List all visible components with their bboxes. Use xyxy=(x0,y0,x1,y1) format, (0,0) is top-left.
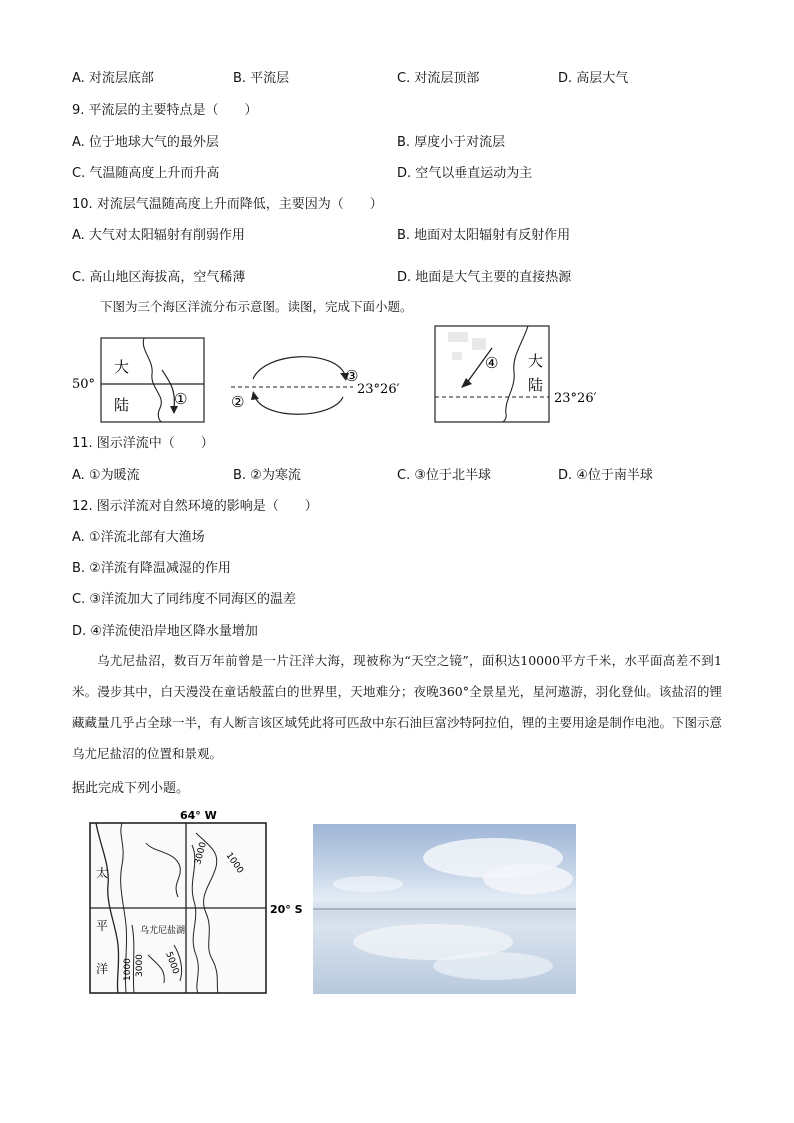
current-figure-2 xyxy=(225,345,415,420)
current-figure-3 xyxy=(430,322,630,427)
uyuni-passage: 乌尤尼盐沼，数百万年前曾是一片汪洋大海，现被称为“天空之镜”，面积达10000平方千米，水平面高差不到1米。漫步其中，白天漫没在童话般蓝白的世界里，天地难分；夜晚360°全景星光，星河遨游，羽化登仙。该盐沼的锂藏藏量几乎占全球一半，有人断言该区域凭此将可匹敌中东石油巨富沙特阿拉伯，锂的主要用途是制作电池。下图示意乌尤尼盐沼的位置和景观。 xyxy=(72,653,723,761)
map-contour-label-1000-east: 1000 xyxy=(223,850,245,876)
q10-option-a: A. 大气对太阳辐射有削弱作用 xyxy=(72,228,245,243)
currents-intro: 下图为三个海区洋流分布示意图。读图，完成下面小题。 xyxy=(100,299,413,314)
q10-stem: 10. 对流层气温随高度上升而降低，主要因为（ ） xyxy=(72,197,383,212)
q9-option-c: C. 气温随高度上升而升高 xyxy=(72,166,220,181)
q10-option-c: C. 高山地区海拔高，空气稀薄 xyxy=(72,270,246,285)
map-contour-label-1000-west: 1000 xyxy=(123,958,133,981)
map-ocean-label-1: 太 xyxy=(96,866,109,880)
q11-option-b: B. ②为寒流 xyxy=(233,468,301,483)
q11-stem: 11. 图示洋流中（ ） xyxy=(72,436,214,451)
q8-option-b: B. 平流层 xyxy=(233,71,290,86)
fig2-lower-arc xyxy=(255,397,343,414)
fig2-latitude-label: 23°26′ xyxy=(357,382,400,397)
fig1-coastline xyxy=(143,338,162,422)
q12-option-b: B. ②洋流有降温减湿的作用 xyxy=(72,561,231,576)
fig2-number-right: ③ xyxy=(345,367,359,385)
q10-option-d: D. 地面是大气主要的直接热源 xyxy=(397,270,572,285)
fig1-land-2: 陆 xyxy=(114,396,130,414)
q11-option-d: D. ④位于南半球 xyxy=(558,468,653,483)
q9-option-a: A. 位于地球大气的最外层 xyxy=(72,135,219,150)
fig3-land-1: 大 xyxy=(528,352,544,370)
fig3-coastline xyxy=(502,326,528,422)
instruction: 据此完成下列小题。 xyxy=(72,781,190,796)
fig3-watermark xyxy=(448,332,486,360)
map-ocean-label-3: 洋 xyxy=(96,962,109,976)
map-contour-label-3000-east: 3000 xyxy=(193,841,209,866)
uyuni-landscape-photo xyxy=(313,824,576,994)
fig3-latitude-label: 23°26′ xyxy=(554,391,597,406)
map-lake-label: 乌尤尼盐湖 xyxy=(140,926,186,936)
fig1-current-arrow xyxy=(162,370,174,408)
fig3-arrow-head xyxy=(461,378,472,388)
q12-option-d: D. ④洋流使沿岸地区降水量增加 xyxy=(72,624,258,639)
fig1-latitude-label: 50° xyxy=(72,377,96,392)
map-contour-label-5000: 5000 xyxy=(163,950,181,976)
q12-option-a: A. ①洋流北部有大渔场 xyxy=(72,530,205,545)
q9-stem: 9. 平流层的主要特点是（ ） xyxy=(72,103,258,118)
fig3-land-2: 陆 xyxy=(528,376,544,394)
q11-option-a: A. ①为暖流 xyxy=(72,468,140,483)
map-longitude-label: 64° W xyxy=(180,809,217,822)
q8-option-d: D. 高层大气 xyxy=(558,71,629,86)
current-figure-1 xyxy=(70,330,210,430)
map-latitude-label: 20° S xyxy=(270,903,303,916)
q12-stem: 12. 图示洋流对自然环境的影响是（ ） xyxy=(72,499,318,514)
fig2-upper-arc xyxy=(253,357,345,379)
uyuni-location-map xyxy=(88,805,308,997)
q12-option-c: C. ③洋流加大了同纬度不同海区的温差 xyxy=(72,592,296,607)
q8-option-a: A. 对流层底部 xyxy=(72,71,154,86)
q9-option-b: B. 厚度小于对流层 xyxy=(397,135,506,150)
q8-option-c: C. 对流层顶部 xyxy=(397,71,480,86)
fig1-land-1: 大 xyxy=(114,358,130,376)
map-ocean-label-2: 平 xyxy=(96,919,109,933)
fig3-current-number: ④ xyxy=(485,354,499,372)
map-contour-label-3000-west: 3000 xyxy=(135,954,145,977)
fig2-number-left: ② xyxy=(231,393,245,411)
q11-option-c: C. ③位于北半球 xyxy=(397,468,491,483)
q9-option-d: D. 空气以垂直运动为主 xyxy=(397,166,533,181)
fig2-lower-arrow xyxy=(251,391,259,400)
q10-option-b: B. 地面对太阳辐射有反射作用 xyxy=(397,228,571,243)
fig1-current-number: ① xyxy=(174,390,188,408)
